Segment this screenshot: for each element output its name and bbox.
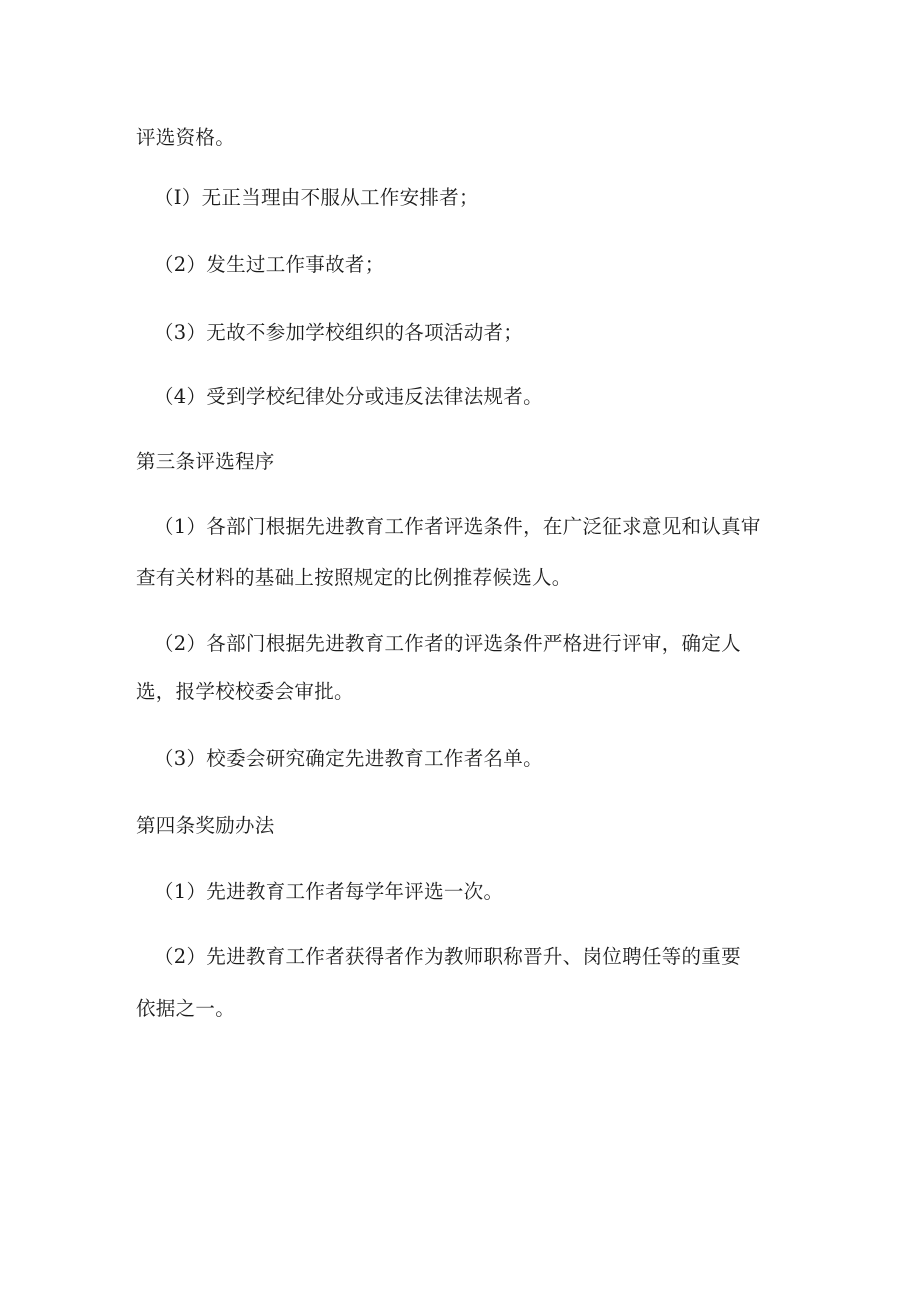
- list-item-rewards-2: （2）先进教育工作者获得者作为教师职称晋升、岗位聘任等的重要: [154, 945, 741, 968]
- list-item-procedure-3: （3）校委会研究确定先进教育工作者名单。: [154, 747, 543, 770]
- list-item-disqualify-4: （4）受到学校纪律处分或违反法律法规者。: [154, 385, 543, 408]
- list-item-procedure-1-continued: 查有关材料的基础上按照规定的比例推荐候选人。: [136, 566, 572, 589]
- list-item-disqualify-2: （2）发生过工作事故者；: [154, 253, 385, 276]
- list-item-procedure-1: （1）各部门根据先进教育工作者评选条件，在广泛征求意见和认真审: [154, 515, 761, 538]
- list-item-rewards-1: （1）先进教育工作者每学年评选一次。: [154, 880, 504, 903]
- list-item-procedure-2: （2）各部门根据先进教育工作者的评选条件严格进行评审，确定人: [154, 632, 741, 655]
- list-item-procedure-2-continued: 选，报学校校委会审批。: [136, 680, 354, 703]
- list-item-disqualify-1: （I）无正当理由不服从工作安排者；: [154, 186, 479, 209]
- section-heading-rewards: 第四条奖励办法: [136, 814, 275, 837]
- list-item-disqualify-3: （3）无故不参加学校组织的各项活动者；: [154, 321, 524, 344]
- section-heading-procedure: 第三条评选程序: [136, 450, 275, 473]
- list-item-rewards-2-continued: 依据之一。: [136, 997, 236, 1020]
- text-line-qualification-end: 评选资格。: [136, 126, 236, 149]
